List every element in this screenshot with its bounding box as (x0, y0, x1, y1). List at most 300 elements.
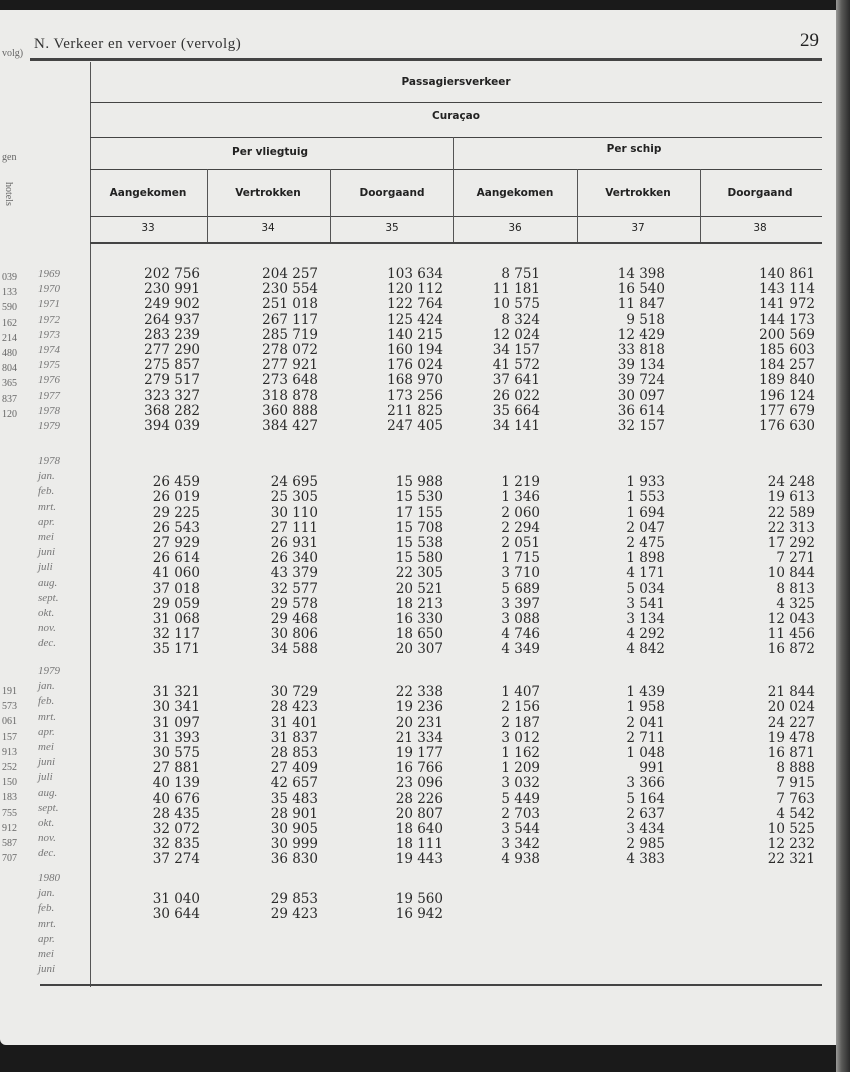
table-cell: 10 575 (492, 296, 540, 313)
row-label-year: 1969 (38, 268, 60, 280)
row-label-month: apr. (38, 725, 55, 738)
table-cell: 24 248 (767, 474, 815, 491)
table-cell: 27 881 (152, 760, 200, 777)
table-cell: 275 857 (144, 357, 200, 374)
table-cell: 19 478 (767, 729, 815, 746)
table-cell: 4 349 (501, 641, 540, 658)
table-cell: 30 905 (270, 821, 318, 837)
margin-fragment: 191 (2, 686, 17, 697)
row-label-month: juli (38, 771, 53, 784)
table-cell: 2 985 (626, 836, 665, 853)
column-header: Aangekomen (476, 187, 554, 199)
table-cell: 18 650 (395, 626, 443, 643)
column-number: 33 (141, 222, 155, 234)
table-cell: 19 560 (395, 891, 443, 908)
margin-fragment: 150 (2, 777, 17, 789)
table-cell: 176 024 (387, 357, 443, 374)
row-label-year: 1979 (38, 420, 60, 432)
row-label-month: mrt. (38, 500, 57, 513)
margin-fragment: 573 (2, 701, 17, 713)
table-cell: 1 694 (626, 504, 665, 521)
table-cell: 29 853 (270, 891, 318, 908)
table-cell: 8 888 (776, 760, 815, 777)
margin-fragment: 133 (2, 287, 17, 299)
table-cell: 368 282 (144, 402, 200, 419)
table-cell: 34 157 (492, 342, 540, 358)
row-label-month: jan. (38, 680, 55, 693)
table-cell: 34 588 (270, 641, 318, 658)
table-cell: 8 751 (501, 266, 540, 282)
table-cell: 264 937 (144, 311, 200, 328)
row-label-year: 1976 (38, 374, 60, 387)
table-cell: 2 156 (501, 699, 540, 716)
table-cell: 17 155 (395, 504, 443, 521)
table-cell: 4 842 (626, 641, 665, 658)
table-cell: 28 901 (270, 805, 318, 822)
table-cell: 31 393 (152, 729, 200, 746)
table-cell: 176 630 (759, 418, 815, 434)
row-label-month: juni (38, 756, 56, 769)
table-cell: 2 711 (626, 729, 665, 746)
table-cell: 11 456 (767, 626, 815, 643)
margin-fragment: 061 (2, 716, 17, 728)
row-label-month: dec. (38, 637, 57, 650)
table-cell: 141 972 (759, 296, 815, 313)
table-cell: 27 409 (270, 760, 318, 777)
table-bottom-rule (40, 984, 822, 986)
margin-fragment: 252 (2, 762, 17, 773)
table-cell: 168 970 (387, 372, 443, 389)
table-cell: 323 327 (144, 387, 200, 404)
row-label-year: 1979 (38, 665, 60, 677)
table-cell: 9 518 (626, 311, 665, 328)
table-cell: 184 257 (759, 357, 815, 374)
subgroup-per-vliegtuig: Per vliegtuig (232, 146, 308, 158)
table-cell: 3 544 (501, 821, 540, 837)
table-cell: 22 338 (395, 684, 443, 701)
table-cell: 991 (639, 760, 665, 777)
table-cell: 29 225 (152, 504, 200, 521)
table-cell: 3 397 (501, 595, 540, 612)
table-cell: 140 861 (759, 266, 815, 282)
table-cell: 28 435 (152, 805, 200, 822)
table-cell: 19 443 (395, 851, 443, 868)
table-cell: 12 429 (617, 326, 665, 343)
table-cell: 26 459 (152, 474, 200, 491)
table-cell: 32 072 (152, 821, 200, 837)
table-cell: 3 012 (501, 729, 540, 746)
table-cell: 177 679 (759, 402, 815, 419)
table-cell: 230 554 (262, 281, 318, 298)
table-cell: 16 330 (395, 611, 443, 627)
margin-fragment: 913 (2, 746, 17, 758)
table-cell: 23 096 (395, 775, 443, 792)
table-cell: 30 806 (270, 626, 318, 643)
row-label-month: juli (38, 561, 53, 574)
table-cell: 15 530 (395, 489, 443, 506)
table-cell: 31 321 (152, 684, 200, 701)
margin-fragment: 157 (2, 731, 17, 743)
table-cell: 15 580 (395, 550, 443, 567)
table-cell: 19 613 (767, 489, 815, 506)
page-number: 29 (800, 30, 819, 51)
column-divider (700, 169, 701, 242)
row-label-year: 1977 (38, 389, 60, 402)
column-divider (330, 169, 331, 242)
table-cell: 12 043 (767, 611, 815, 627)
table-cell: 39 724 (617, 372, 665, 389)
row-label-month: mrt. (38, 710, 57, 723)
table-cell: 285 719 (262, 326, 318, 343)
column-number: 36 (508, 222, 522, 234)
table-cell: 20 307 (395, 641, 443, 658)
column-header: Aangekomen (109, 187, 187, 199)
table-cell: 247 405 (387, 418, 443, 434)
header-bottom-rule (90, 242, 822, 244)
table-cell: 12 232 (767, 836, 815, 853)
row-label-month: feb. (38, 695, 55, 708)
table-cell: 8 813 (776, 580, 815, 597)
table-cell: 279 517 (144, 372, 200, 389)
table-cell: 1 715 (501, 550, 540, 567)
table-cell: 185 603 (759, 342, 815, 358)
table-cell: 41 572 (492, 357, 540, 374)
table-cell: 3 434 (626, 821, 665, 837)
table-cell: 16 872 (767, 641, 815, 658)
table-cell: 189 840 (759, 372, 815, 389)
table-cell: 22 589 (767, 504, 815, 521)
table-cell: 384 427 (262, 418, 318, 434)
group-title: Passagiersverkeer (401, 76, 511, 88)
row-label-month: feb. (38, 902, 55, 915)
row-label-year: 1980 (38, 872, 60, 884)
row-label-month: nov. (38, 622, 56, 635)
table-cell: 1 209 (501, 760, 540, 777)
table-cell: 18 640 (395, 821, 443, 837)
table-cell: 21 844 (767, 684, 815, 701)
margin-fragment: hotels (3, 182, 14, 206)
row-label-month: jan. (38, 887, 55, 900)
margin-fragment: 707 (2, 853, 17, 865)
margin-fragment: 837 (2, 393, 17, 405)
table-cell: 33 818 (617, 342, 665, 358)
table-cell: 7 271 (776, 550, 815, 567)
margin-fragment: 183 (2, 792, 17, 804)
table-cell: 35 171 (152, 641, 200, 658)
column-divider (207, 169, 208, 242)
row-label-month: nov. (38, 832, 56, 845)
table-cell: 32 157 (617, 418, 665, 434)
table-cell: 173 256 (387, 387, 443, 404)
table-cell: 31 401 (270, 714, 318, 731)
row-label-month: juni (38, 963, 56, 976)
table-cell: 1 219 (501, 474, 540, 491)
row-label-month: sept. (38, 591, 59, 604)
table-cell: 160 194 (387, 342, 443, 358)
table-cell: 4 171 (626, 565, 665, 582)
table-cell: 2 637 (626, 805, 665, 822)
table-cell: 20 807 (395, 805, 443, 822)
row-label-year: 1975 (38, 359, 60, 372)
table-cell: 143 114 (759, 281, 815, 298)
table-cell: 37 274 (152, 851, 200, 868)
table-cell: 34 141 (492, 418, 540, 434)
table-cell: 40 676 (152, 790, 200, 807)
margin-fragment: 214 (2, 332, 17, 344)
table-cell: 11 847 (617, 296, 665, 313)
table-cell: 2 475 (626, 535, 665, 551)
table-cell: 30 110 (270, 504, 318, 521)
margin-fragment: 755 (2, 807, 17, 819)
table-cell: 2 294 (501, 519, 540, 536)
table-cell: 277 921 (262, 357, 318, 374)
table-cell: 3 032 (501, 775, 540, 792)
table-cell: 5 449 (501, 790, 540, 807)
table-cell: 3 342 (501, 836, 540, 853)
table-cell: 26 543 (152, 519, 200, 536)
table-cell: 277 290 (144, 342, 200, 358)
table-cell: 5 164 (626, 790, 665, 807)
table-cell: 31 068 (152, 611, 200, 627)
table-cell: 4 383 (626, 851, 665, 868)
table-cell: 2 051 (501, 535, 540, 551)
row-label-month: sept. (38, 801, 59, 814)
column-number: 37 (631, 222, 645, 234)
rule (90, 169, 822, 170)
row-label-month: dec. (38, 847, 57, 860)
table-cell: 196 124 (759, 387, 815, 404)
table-cell: 2 187 (501, 714, 540, 731)
table-cell: 20 521 (395, 580, 443, 597)
table-cell: 5 689 (501, 580, 540, 597)
margin-fragment: gen (2, 152, 17, 163)
table-cell: 1 553 (626, 489, 665, 506)
table-cell: 40 139 (152, 775, 200, 792)
table-cell: 29 059 (152, 595, 200, 612)
table-cell: 30 341 (152, 699, 200, 716)
table-cell: 21 334 (395, 729, 443, 746)
table-cell: 12 024 (492, 326, 540, 343)
table-cell: 267 117 (262, 311, 318, 328)
rule (90, 137, 822, 138)
table-cell: 32 577 (270, 580, 318, 597)
table-cell: 2 041 (626, 714, 665, 731)
column-header: Doorgaand (359, 187, 425, 199)
row-label-month: aug. (38, 786, 58, 799)
table-cell: 17 292 (767, 535, 815, 551)
table-cell: 318 878 (262, 387, 318, 404)
row-label-year: 1973 (38, 328, 60, 341)
row-label-year: 1970 (38, 283, 60, 296)
column-number: 35 (385, 222, 399, 234)
table-cell: 8 324 (501, 311, 540, 328)
table-cell: 22 321 (767, 851, 815, 868)
table-cell: 30 729 (270, 684, 318, 701)
table-cell: 26 022 (492, 387, 540, 404)
table-cell: 202 756 (144, 266, 200, 282)
column-divider (577, 169, 578, 242)
table-cell: 1 933 (626, 474, 665, 491)
table-cell: 7 763 (776, 790, 815, 807)
table-cell: 273 648 (262, 372, 318, 389)
table-cell: 278 072 (262, 342, 318, 358)
margin-fragment: 587 (2, 838, 17, 849)
table-cell: 30 097 (617, 387, 665, 404)
table-cell: 43 379 (270, 565, 318, 582)
table-cell: 1 898 (626, 550, 665, 567)
row-label-year: 1971 (38, 298, 60, 311)
margin-fragment: 120 (2, 408, 17, 420)
table-cell: 22 305 (395, 565, 443, 582)
table-cell: 200 569 (759, 326, 815, 343)
table-cell: 27 111 (270, 519, 318, 536)
table-cell: 25 305 (270, 489, 318, 506)
table-cell: 3 541 (626, 595, 665, 612)
row-label-month: juni (38, 546, 56, 559)
table-cell: 18 213 (395, 595, 443, 612)
row-label-month: feb. (38, 485, 55, 498)
table-cell: 14 398 (617, 266, 665, 282)
row-label-year: 1978 (38, 455, 60, 467)
table-cell: 36 830 (270, 851, 318, 868)
location-title: Curaçao (432, 110, 480, 122)
table-cell: 28 226 (395, 790, 443, 807)
table-cell: 5 034 (626, 580, 665, 597)
table-cell: 32 117 (152, 626, 200, 643)
table-cell: 122 764 (387, 296, 443, 313)
margin-fragment: volg) (2, 48, 24, 59)
table-cell: 15 708 (395, 519, 443, 536)
page-header-title: N. Verkeer en vervoer (vervolg) (34, 36, 242, 52)
table-cell: 2 060 (501, 504, 540, 521)
table-cell: 394 039 (144, 418, 200, 434)
table-cell: 4 938 (501, 851, 540, 868)
margin-fragment: 804 (2, 363, 17, 375)
table-cell: 16 871 (767, 745, 815, 761)
table-cell: 31 040 (152, 891, 200, 908)
table-cell: 7 915 (776, 775, 815, 792)
table-cell: 30 644 (152, 906, 200, 923)
table-cell: 28 423 (270, 699, 318, 716)
row-label-year: 1974 (38, 344, 60, 356)
table-cell: 24 227 (767, 714, 815, 731)
table-cell: 10 844 (767, 565, 815, 582)
table-cell: 15 988 (395, 474, 443, 491)
table-cell: 251 018 (262, 296, 318, 313)
row-label-month: apr. (38, 932, 55, 945)
table-cell: 30 575 (152, 745, 200, 761)
rule (90, 102, 822, 103)
table-cell: 230 991 (144, 281, 200, 298)
row-label-month: okt. (38, 607, 55, 619)
table-cell: 11 181 (492, 281, 540, 298)
table-cell: 41 060 (152, 565, 200, 582)
row-label-month: okt. (38, 817, 55, 829)
table-cell: 3 366 (626, 775, 665, 792)
table-cell: 360 888 (262, 402, 318, 419)
row-label-year: 1978 (38, 404, 60, 417)
subgroup-per-schip: Per schip (606, 143, 662, 155)
table-cell: 125 424 (387, 311, 443, 328)
table-cell: 10 525 (767, 821, 815, 837)
margin-fragment: 590 (2, 302, 17, 314)
column-number: 34 (261, 222, 275, 234)
rule (90, 216, 822, 217)
row-label-month: mei (38, 741, 54, 753)
table-cell: 15 538 (395, 535, 443, 551)
margin-fragment: 162 (2, 317, 17, 329)
table-cell: 27 929 (152, 535, 200, 551)
table-cell: 18 111 (395, 836, 443, 853)
table-cell: 19 236 (395, 699, 443, 716)
table-cell: 29 423 (270, 906, 318, 923)
column-header: Doorgaand (727, 187, 793, 199)
table-cell: 211 825 (387, 402, 443, 419)
table-cell: 39 134 (617, 357, 665, 374)
table-cell: 20 231 (395, 714, 443, 731)
table-cell: 20 024 (767, 699, 815, 716)
table-cell: 16 766 (395, 760, 443, 777)
column-divider (453, 137, 454, 242)
margin-fragment: 365 (2, 378, 17, 390)
table-cell: 1 407 (501, 684, 540, 701)
table-cell: 120 112 (387, 281, 443, 298)
row-label-month: mei (38, 948, 54, 960)
table-cell: 26 019 (152, 489, 200, 506)
table-cell: 29 578 (270, 595, 318, 612)
column-header: Vertrokken (605, 187, 671, 199)
table-cell: 19 177 (395, 745, 443, 761)
margin-fragment: 480 (2, 348, 17, 359)
table-cell: 42 657 (270, 775, 318, 792)
table-cell: 144 173 (759, 311, 815, 328)
table-cell: 31 837 (270, 729, 318, 746)
table-cell: 22 313 (767, 519, 815, 536)
table-cell: 4 325 (776, 595, 815, 612)
table-cell: 26 931 (270, 535, 318, 551)
table-cell: 1 048 (626, 745, 665, 761)
margin-fragment: 912 (2, 822, 17, 834)
table-cell: 2 047 (626, 519, 665, 536)
table-cell: 103 634 (387, 266, 443, 282)
table-cell: 26 340 (270, 550, 318, 567)
table-cell: 1 958 (626, 699, 665, 716)
table-cell: 249 902 (144, 296, 200, 313)
table-cell: 1 346 (501, 489, 540, 506)
table-cell: 3 710 (501, 565, 540, 582)
table-cell: 36 614 (617, 402, 665, 419)
margin-fragment: 039 (2, 272, 17, 283)
table-left-border (90, 62, 91, 987)
table-cell: 2 703 (501, 805, 540, 822)
row-label-year: 1972 (38, 313, 60, 326)
table-cell: 31 097 (152, 714, 200, 731)
column-header: Vertrokken (235, 187, 301, 199)
table-cell: 140 215 (387, 326, 443, 343)
row-label-month: jan. (38, 470, 55, 483)
table-cell: 29 468 (270, 611, 318, 627)
column-number: 38 (753, 222, 767, 234)
table-cell: 4 292 (626, 626, 665, 643)
table-cell: 4 746 (501, 626, 540, 643)
header-rule (30, 58, 822, 61)
table-cell: 204 257 (262, 266, 318, 282)
row-label-month: aug. (38, 576, 58, 589)
table-cell: 283 239 (144, 326, 200, 343)
table-cell: 37 018 (152, 580, 200, 597)
page-stack-edge (836, 0, 850, 1072)
table-cell: 16 540 (617, 281, 665, 298)
